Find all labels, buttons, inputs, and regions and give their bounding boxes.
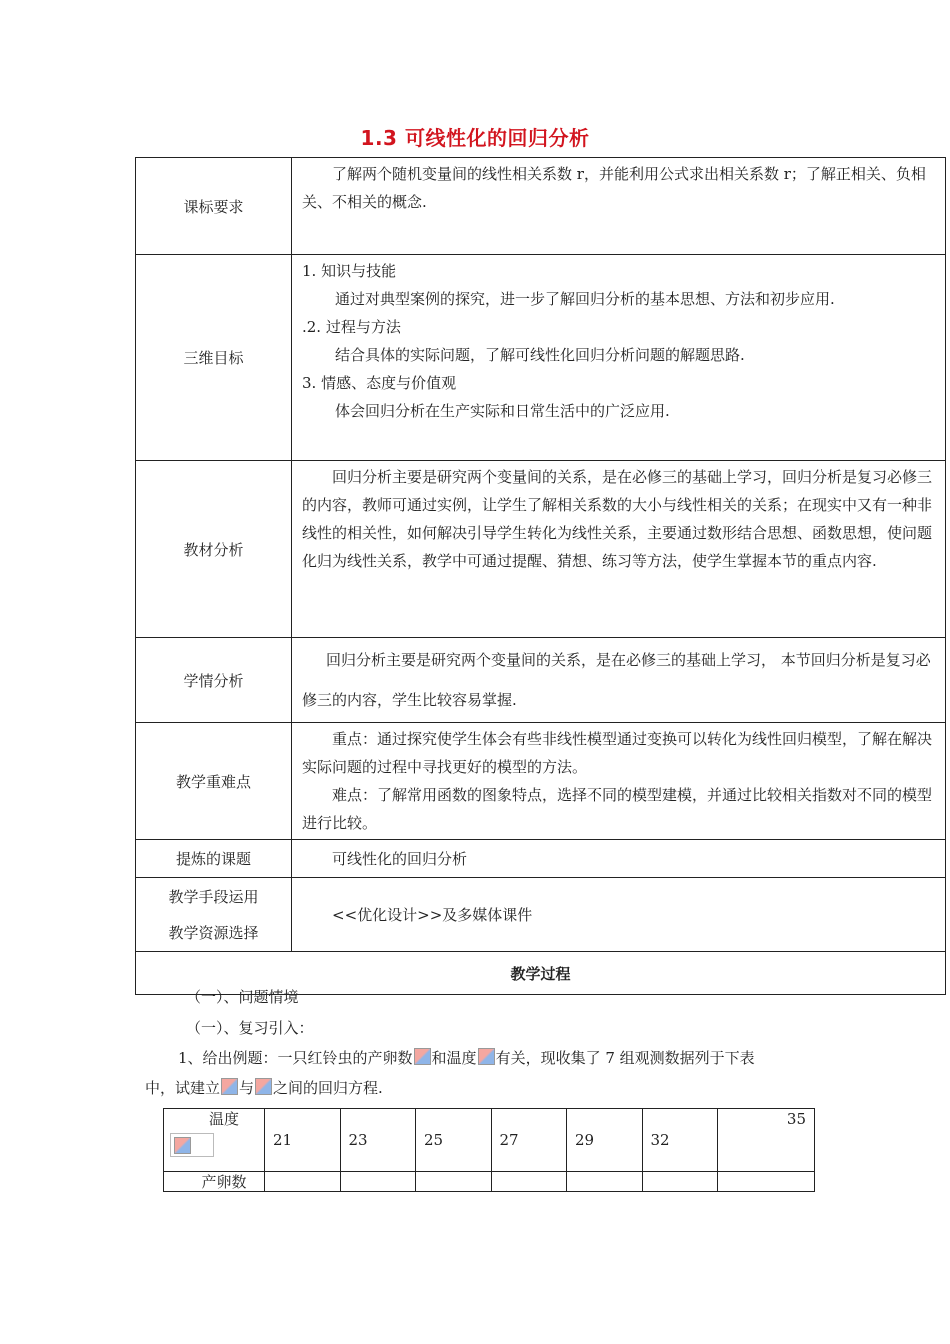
- row-xueqing: [136, 638, 946, 723]
- label-zhongnan: 教学重难点: [136, 723, 292, 840]
- example-text-a: 1、给出例题：一只红铃虫的产卵数: [178, 1049, 413, 1067]
- label-kebiao: 课标要求: [136, 158, 292, 255]
- example-line-1: [178, 1044, 755, 1072]
- sanwei-item-1: 1. 知识与技能: [302, 262, 397, 280]
- example-text-b: 和温度: [431, 1049, 477, 1067]
- temperature-label: 温度: [208, 1110, 239, 1128]
- temp-cell: 29: [567, 1109, 643, 1172]
- example-text-c: 有关，现收集了 7 组观测数据列于下表: [495, 1049, 755, 1067]
- process-heading: 教学过程: [136, 952, 946, 995]
- text-xueqing: 回归分析主要是研究两个变量间的关系，是在必修三的基础上学习， 本节回归分析是复习必修三的内容，学生比较容易掌握.: [292, 638, 946, 723]
- zhongnan-key-point: 重点：通过探究使学生体会有些非线性模型通过变换可以转化为线性回归模型，了解在解决实际问题的过程中寻找更好的模型的方法。: [302, 730, 933, 776]
- section-heading-2: （一）、复习引入：: [186, 1019, 314, 1037]
- row-zhongnan: [136, 723, 946, 840]
- temp-cell: 23: [340, 1109, 416, 1172]
- image-placeholder-box: [170, 1133, 214, 1157]
- temp-cell: 25: [416, 1109, 492, 1172]
- text-shouduan: <<优化设计>>及多媒体课件: [292, 878, 946, 952]
- example-line-2: [145, 1074, 383, 1102]
- label-xueqing: 学情分析: [136, 638, 292, 723]
- example-text-f: 之间的回归方程.: [273, 1079, 383, 1097]
- row-kebiao: [136, 158, 946, 255]
- sanwei-item-3: 3. 情感、态度与价值观: [302, 374, 457, 392]
- observation-table: [163, 1108, 815, 1192]
- sanwei-item-2-desc: 结合具体的实际问题，了解可线性化回归分析问题的解题思路.: [335, 346, 745, 364]
- label-shouduan-1: 教学手段运用: [168, 887, 259, 906]
- example-text-e: 与: [239, 1079, 255, 1097]
- text-sanwei: [292, 255, 946, 461]
- temp-cell: 35: [718, 1109, 815, 1172]
- eggs-cell: [642, 1172, 718, 1192]
- eggs-cell: [265, 1172, 341, 1192]
- text-jiaocai: 回归分析主要是研究两个变量间的关系，是在必修三的基础上学习，回归分析是复习必修三的内容，教师可通过实例，让学生了解相关系数的大小与线性相关的关系；在现实中又有一种非线性的相关性，如何解决引导学生转化为线性关系，主要通过数形结合思想、函数思想，使问题化归为线性关系，教学中可通过提醒、猜想、练习等方法，使学生掌握本节的重点内容.: [292, 461, 946, 638]
- page-title: 1.3 可线性化的回归分析: [360, 126, 590, 150]
- eggs-cell: [340, 1172, 416, 1192]
- row-keti: [136, 840, 946, 878]
- row-sanwei: [136, 255, 946, 461]
- lesson-plan-table: [135, 157, 946, 995]
- eggs-cell: [491, 1172, 567, 1192]
- sanwei-item-3-desc: 体会回归分析在生产实际和日常生活中的广泛应用.: [335, 402, 670, 420]
- sanwei-item-2: .2. 过程与方法: [302, 318, 401, 336]
- temp-cell: 32: [642, 1109, 718, 1172]
- label-keti: 提炼的课题: [136, 840, 292, 878]
- label-sanwei: 三维目标: [136, 255, 292, 461]
- image-placeholder-icon: [414, 1048, 431, 1065]
- text-keti: 可线性化的回归分析: [292, 840, 946, 878]
- section-heading-1: （一）、问题情境: [186, 988, 299, 1006]
- eggs-cell: [718, 1172, 815, 1192]
- text-zhongnan: [292, 723, 946, 840]
- sanwei-item-1-desc: 通过对典型案例的探究，进一步了解回归分析的基本思想、方法和初步应用.: [335, 290, 835, 308]
- row-shouduan: [136, 878, 946, 952]
- eggs-cell: [416, 1172, 492, 1192]
- image-placeholder-icon: [174, 1137, 191, 1154]
- row-jiaocai: [136, 461, 946, 638]
- text-kebiao: 了解两个随机变量间的线性相关系数 r，并能利用公式求出相关系数 r；了解正相关、负相关、不相关的概念.: [292, 158, 946, 255]
- temp-cell: 21: [265, 1109, 341, 1172]
- eggs-row: [164, 1172, 815, 1192]
- label-shouduan-2: 教学资源选择: [168, 923, 259, 942]
- image-placeholder-icon: [478, 1048, 495, 1065]
- image-placeholder-icon: [221, 1078, 238, 1095]
- eggs-cell: [567, 1172, 643, 1192]
- label-shouduan: [136, 878, 292, 952]
- label-jiaocai: 教材分析: [136, 461, 292, 638]
- image-placeholder-icon: [255, 1078, 272, 1095]
- temp-cell: 27: [491, 1109, 567, 1172]
- example-text-d: 中，试建立: [145, 1079, 221, 1097]
- temperature-label-cell: [164, 1109, 265, 1172]
- zhongnan-difficult-point: 难点：了解常用函数的图象特点，选择不同的模型建模，并通过比较相关指数对不同的模型进行比较。: [302, 786, 933, 832]
- temperature-row: [164, 1109, 815, 1172]
- eggs-label: 产卵数: [164, 1172, 265, 1192]
